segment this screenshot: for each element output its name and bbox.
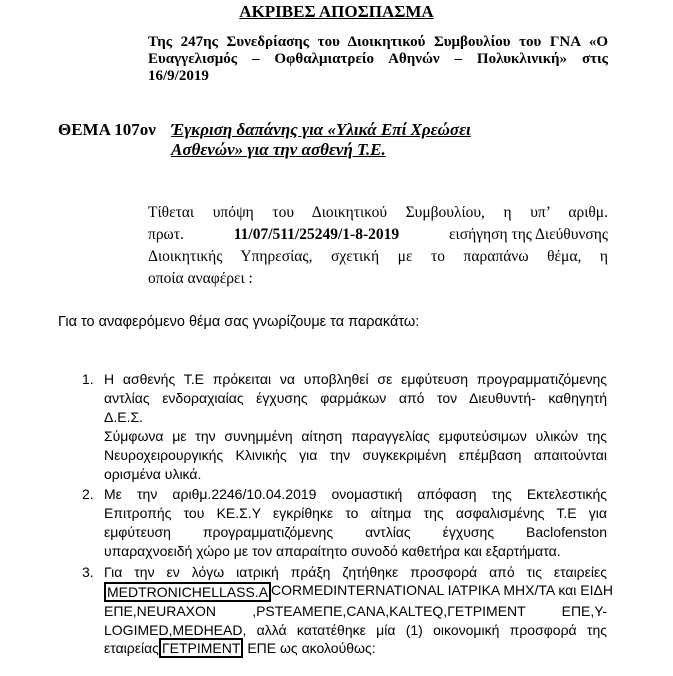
item-3-line-4: LOGIMED,MEDHEAD, αλλά κατατέθηκε μία (1) οικονομική προσφορά της [104, 622, 607, 638]
header-line-3: 16/9/2019 [148, 68, 209, 84]
intro-line-3: Διοικητικής Υπηρεσίας, σχετική με το παραπάνω θέμα, η [148, 248, 608, 265]
item-1-line-4: Σύμφωνα με την συνημμένη αίτηση παραγγελίας εμφυτεύσιμων υλικών της [104, 428, 607, 444]
item-2-line-3: εμφύτευση προγραμματιζόμενης αντλίας έγχυσης Baclofenston [104, 524, 607, 540]
item-3-line-2-rest: CORMEDINTERNATIONAL ΙΑΤΡΙΚΑ ΜΗΧ/ΤΑ και ΕΙΔΗ [271, 582, 613, 598]
intro-line-4: οποία αναφέρει : [148, 270, 253, 287]
item-1-line-3: Δ.Ε.Σ. [104, 409, 144, 425]
header-line-2: Ευαγγελισμός – Οφθαλμιατρείο Αθηνών – Πολυκλινική» στις [148, 51, 608, 67]
intro-reference-number: 11/07/511/25249/1-8-2019 [233, 226, 400, 243]
highlighted-company-medtronic: MEDTRONICHELLASS.A [104, 582, 271, 602]
header-line-1: Της 247ης Συνεδρίασης του Διοικητικού Συμβουλίου του ΓΝΑ «Ο [148, 34, 608, 50]
lead-sentence: Για το αναφερόμενο θέμα σας γνωρίζουμε τα παρακάτω: [58, 314, 420, 330]
thema-label: ΘΕΜΑ 107ον [58, 120, 156, 139]
item-1-line-6: ορισμένα υλικά. [104, 466, 202, 482]
document-title: ΑΚΡΙΒΕΣ ΑΠΟΣΠΑΣΜΑ [239, 2, 434, 21]
thema-subject-line-1: Έγκριση δαπάνης για «Υλικά Επί Χρεώσει [171, 120, 471, 139]
item-3-line-5 [104, 640, 607, 656]
item-2-number: 2. [82, 486, 94, 502]
thema-subject-line-2: Ασθενών» για την ασθενή Τ.Ε. [171, 140, 386, 159]
intro-line-2-rest: εισήγηση της Διεύθυνσης [449, 226, 608, 243]
item-1-line-5: Νευροχειρουργικής Κλινικής για την συγκεκριμένη επέμβαση απαιτούνται [104, 447, 607, 463]
item-2-line-4: υπαραχνοειδή χώρο με τον απαραίτητο συνοδό καθετήρα και εξαρτήματα. [104, 543, 561, 559]
highlighted-company-getriment: ΓΕΤΡΙΜΕΝΤ [159, 638, 244, 658]
item-3-line-3: ΕΠΕ,NEURAXON ,PSTEAMEΠΕ,CANA,KALTEQ,ΓΕΤΡΙΜΕΝΤ ΕΠΕ,Y- [104, 603, 607, 619]
item-2-line-1: Με την αριθμ.2246/10.04.2019 ονομαστική απόφαση της Εκτελεστικής [104, 486, 607, 502]
item-1-line-1: Η ασθενής Τ.Ε πρόκειται να υποβληθεί σε εμφύτευση προγραμματιζόμενης [104, 371, 607, 387]
item-2-line-2: Επιτροπής του ΚΕ.Σ.Υ εγκρίθηκε το αίτημα της ασφαλισμένης Τ.Ε για [104, 505, 607, 521]
item-3-number: 3. [82, 564, 94, 580]
item-3-line-1: Για την εν λόγω ιατρική πράξη ζητήθηκε προσφορά από τις εταιρείες [104, 564, 607, 580]
intro-line-1: Τίθεται υπόψη του Διοικητικού Συμβουλίου, η υπ’ αριθμ. [148, 204, 608, 221]
intro-line-2 [148, 226, 608, 244]
item-3-line-5-post: ΕΠΕ ως ακολούθως: [247, 640, 376, 656]
intro-prot-label: πρωτ. [148, 226, 184, 243]
item-1-number: 1. [82, 371, 94, 387]
item-3-line-2 [104, 582, 613, 602]
item-1-line-2: αντλίας ενδοραχιαίας έγχυσης φαρμάκων από τον Διευθυντή- καθηγητή [104, 390, 607, 406]
item-3-line-5-pre: εταιρείας [104, 640, 159, 656]
